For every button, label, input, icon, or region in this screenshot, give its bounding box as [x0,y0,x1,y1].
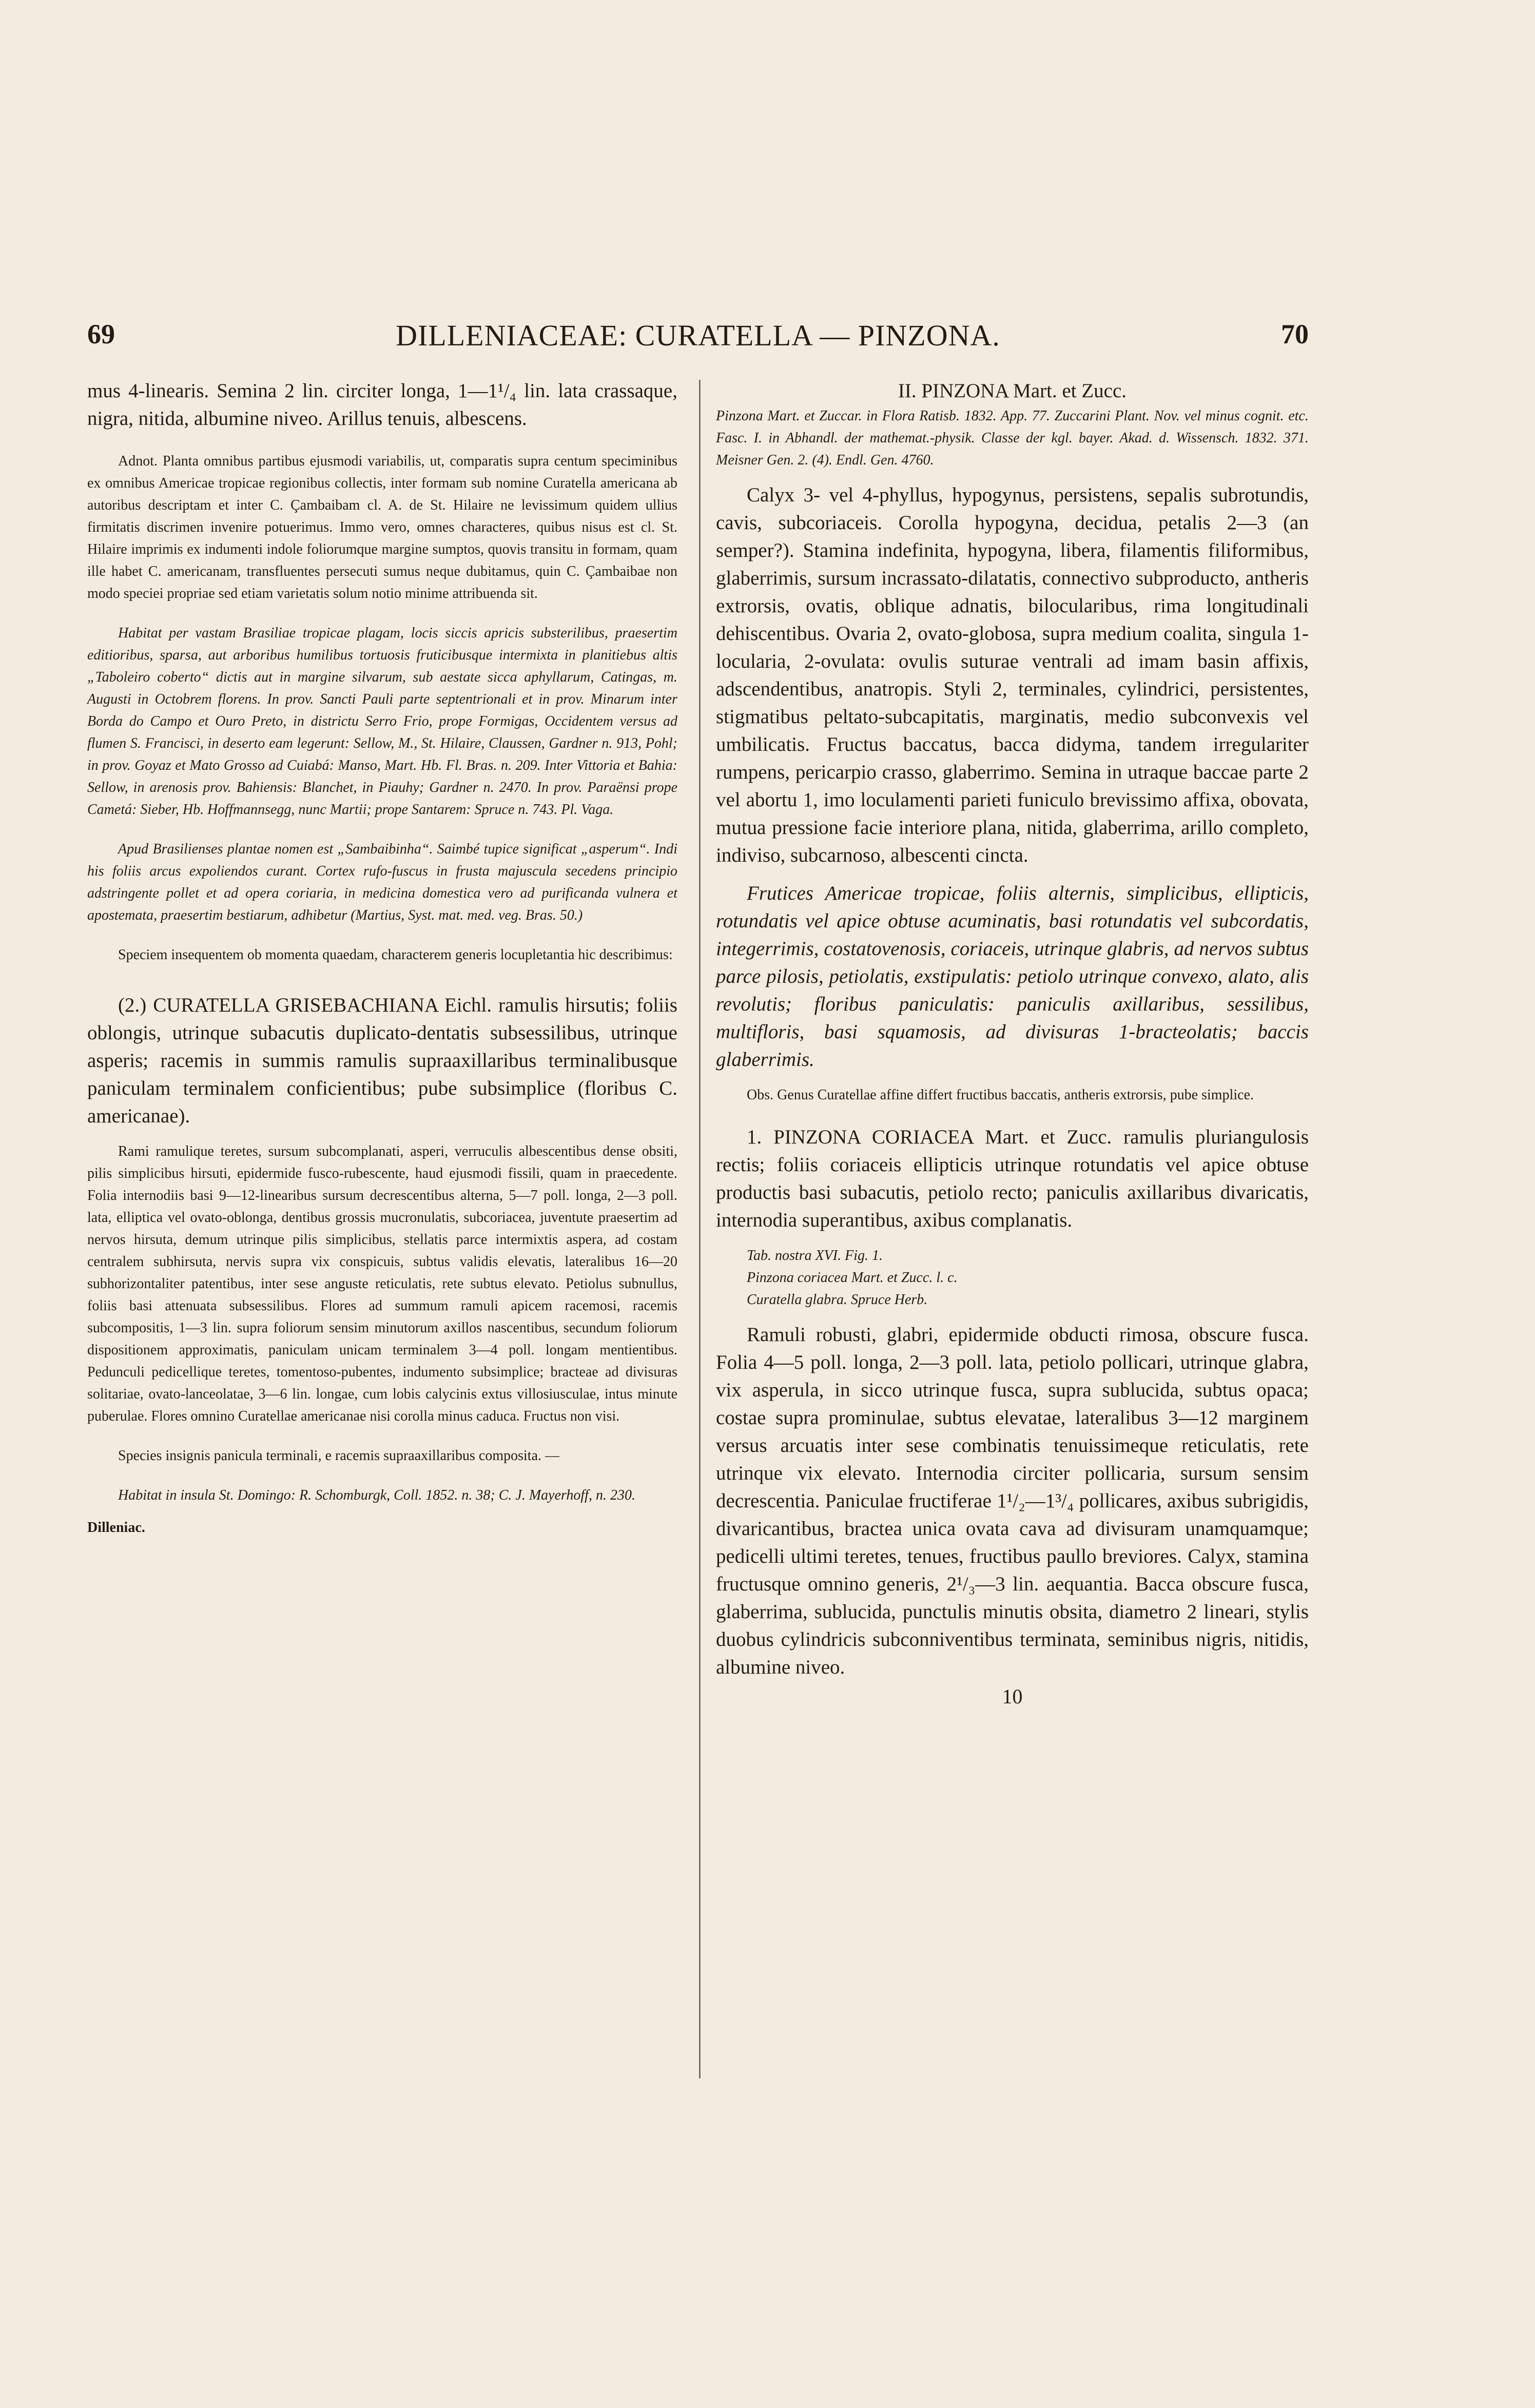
habitat-domingo: Habitat in insula St. Domingo: R. Schomburgk, Coll. 1852. n. 38; C. J. Mayerhoff, n. 230. [118,1487,635,1503]
running-title: DILLENIACEAE: CURATELLA — PINZONA. [396,319,1000,352]
left-column [87,377,677,1539]
plate-reference: Tab. nostra XVI. Fig. 1. [747,1248,883,1264]
genus-observation: Obs. Genus Curatellae affine differt fructibus baccatis, antheris extrorsis, pube simplice. [747,1087,1254,1103]
signature-mark: Dilleniac. [87,1520,145,1536]
insertion-note: Speciem insequentem ob momenta quaedam, characterem generis locupletantia hic describimus: [118,947,673,963]
species-description: Rami ramulique teretes, sursum subcomplanati, asperi, verruculis albescentibus dense obsiti, pilis simplicibus hirsuti, epidermide fusco-rubescente, haud ejusmodi fissili, quam in praecedente. Folia internodiis basi 9—12-linearibus sursum decrescentibus alterna, 5—7 poll. longa, 2—3 poll. lata, elliptica vel ovato-oblonga, dentibus grossis mucronulatis, subcoriacea, juventute praesertim ad nervos hirsuta, demum utrinque pilis simplicibus, stellatis parce intermixtis aspera, ad costam centralem subhirsuta, nervis supra vix conspicuis, subtus validis elevatis, lateralibus 16—20 subhorizontaliter patentibus, inter sese anguste reticulatis, rete subtus elevato. Petiolus subnullus, foliis basi attenuata subsessilibus. Flores ad summum ramuli apicem racemosi, racemis subcompositis, 1—3 lin. supra foliorum sensim minutorum axillos nascentibus, secundum foliorum dispositionem approximatis, paniculam unicam terminalem 3—4 poll. longam mentientibus. Pedunculi pedicellique teretes, tomentoso-pubentes, indumento subsimplice; bracteae ad divisuras solitariae, ovato-lanceolatae, 3—6 lin. longae, cum lobis calycinis extus villosiusculae, intus minute puberulae. Flores omnino Curatellae americanae nisi corolla minus caduca. Fructus non visi. [87,1143,677,1424]
genus-references: Pinzona Mart. et Zuccar. in Flora Ratisb. 1832. App. 77. Zuccarini Plant. Nov. vel minus cognit. etc. Fasc. I. in Abhandl. der mathemat.-physik. Classe der kgl. bayer. Akad. d. Wissensch. 1832. 371. Meisner Gen. 2. (4). Endl. Gen. 4760. [716,408,1309,468]
page-number-right: 70 [1281,319,1309,349]
right-column [716,377,1309,1708]
synonym-1: Pinzona coriacea Mart. et Zucc. l. c. [747,1270,958,1286]
column-divider [699,380,701,2079]
habitat-paragraph: Habitat per vastam Brasiliae tropicae plagam, locis siccis apricis substerilibus, praesertim editioribus, sparsa, aut arboribus humilibus tortuosis fruticibusque intermixta in planitiebus altis „Taboleiro coberto“ dictis aut in margine silvarum, sub aestate sicca aphyllarum, Catingas, m. Augusti in Octobrem florens. In prov. Sancti Pauli parte septentrionali et in prov. Minarum inter Borda do Campo et Ouro Preto, in districtu Serro Frio, prope Formigas, Occidentem versus ad flumen S. Francisci, in deserto eam legerunt: Sellow, M., St. Hilaire, Claussen, Gardner n. 913, Pohl; in prov. Goyaz et Mato Grosso ad Cuiabá: Manso, Mart. Hb. Fl. Bras. n. 209. Inter Vittoria et Bahia: Sellow, in arenosis prov. Bahiensis: Blanchet, in Piauhy; Gardner n. 2470. In prov. Paraënsi prope Cametá: Sieber, Hb. Hoffmannsegg, nunc Martii; prope Santarem: Spruce n. 743. Pl. Vaga. [87,625,677,818]
genus-heading: II. PINZONA Mart. et Zucc. [898,380,1127,402]
adnotation: Adnot. Planta omnibus partibus ejusmodi variabilis, ut, comparatis supra centum speciminibus ex omnibus Americae tropicae regionibus collectis, inter formam sub nomine Curatella americana ab autoribus descriptam et inter C. Çambaibam cl. A. de St. Hilaire ne levissimum quidem ullius firmitatis discrimen invenire potuerimus. Immo vero, omnes characteres, quibus nisus est cl. St. Hilaire imprimis ex indumenti indole foliorumque margine sumptos, quovis transitu in formam, quam ille habet C. americanam, transfluentes persecuti sumus neque dubitamus, quin C. Çambaibae non modo speciei propriae sed etiam varietatis solum notio minime attribuenda sit. [87,453,677,601]
species-heading: 1. PINZONA CORIACEA Mart. et Zucc. ramulis pluriangulosis rectis; foliis coriaceis ellipticis utrinque rotundatis vel apice obtuse productis basi subacutis, petiolo recto; paniculis axillaribus divaricatis, internodia superantibus, axibus complanatis. [716,1126,1309,1231]
running-header [87,318,1309,370]
vernacular-note: Apud Brasilienses plantae nomen est „Sambaibinha“. Saimbé tupice significat „asperum“. Indi his foliis arcus expoliendos curant. Cortex rufo-fuscus in frusta majuscula secedens principio adstringente pollet et ad opera coriaria, in medicina domestica vero ad purificanda vulnera et apostemata, praesertim bestiarum, adhibetur (Martius, Syst. mat. med. veg. Bras. 50.) [87,841,677,923]
genus-habit: Frutices Americae tropicae, foliis alternis, simplicibus, ellipticis, rotundatis vel apice obtuse acuminatis, basi rotundatis vel subcordatis, integerrimis, costatovenosis, coriaceis, utrinque glabris, ad nervos subtus parce pilosis, petiolatis, exstipulatis: petiolo utrinque convexo, alato, alis revolutis; floribus paniculatis: paniculis axillaribus, sessilibus, multifloris, basi squamosis, ad divisuras 1-bracteolatis; baccis glaberrimis. [716,882,1309,1071]
species-remark: Species insignis panicula terminali, e racemis supraaxillaribus composita. — [118,1448,560,1464]
synonym-2: Curatella glabra. Spruce Herb. [747,1292,928,1308]
signature-number: 10 [1002,1685,1023,1708]
genus-characters: Calyx 3- vel 4-phyllus, hypogynus, persistens, sepalis subrotundis, cavis, subcoriaceis. Corolla hypogyna, decidua, petalis 2—3 (an semper?). Stamina indefinita, hypogyna, libera, filamentis filiformibus, glaberrimis, sursum incrassato-dilatatis, connectivo subproducto, antheris extrorsis, ovatis, oblique adnatis, bilocularibus, rima longitudinali dehiscentibus. Ovaria 2, ovato-globosa, supra medium coalita, singula 1-locularia, 2-ovulata: ovulis suturae ventrali ad imam basin affixis, adscendentibus, anatropis. Styli 2, terminales, cylindrici, persistentes, stigmatibus peltato-subcapitatis, marginatis, medio subconvexis vel umbilicatis. Fructus baccatus, bacca didyma, tandem irregulariter rumpens, pericarpio crasso, glaberrimo. Semina in utraque baccae parte 2 vel abortu 1, imo loculamenti parieti funiculo brevissimo affixa, obovata, mutua pressione facie interiore plana, nitida, glaberrima, arillo completo, indiviso, subcarnoso, albescenti cincta. [716,484,1309,866]
species-diagnosis: (2.) CURATELLA GRISEBACHIANA Eichl. ramulis hirsutis; foliis oblongis, utrinque subacutis duplicato-dentatis subsessilibus, utrinque asperis; racemis in summis ramulis supraaxillaribus terminalibusque paniculam terminalem conficientibus; pube subsimplice (floribus C. americanae). [87,994,677,1127]
species-description-right: Ramuli robusti, glabri, epidermide obducti rimosa, obscure fusca. Folia 4—5 poll. longa, 2—3 poll. lata, petiolo pollicari, utrinque glabra, vix asperula, in sicco utrinque fusca, supra sublucida, subtus opaca; costae supra prominulae, subtus elevatae, lateralibus 3—12 marginem versus arcuatis inter sese combinatis tenuissimeque reticulatis, rete utrinque vix elevato. Internodia circiter pollicaria, sursum sensim decrescentia. Paniculae fructiferae 1¹/₂—1³/₄ pollicares, axibus subrigidis, divaricantibus, bractea unica ovata cava ad divisuram unamquamque; pedicelli ultimi teretes, tenues, fructibus paullo breviores. Calyx, stamina fructusque omnino generis, 2¹/₃—3 lin. aequantia. Bacca obscure fusca, glaberrima, sublucida, punctulis minutis obsita, diametro 2 lineari, stylis duobus cylindricis subconniventibus terminata, seminibus nigris, nitidis, albumine niveo. [716,1324,1309,1678]
page-number-left: 69 [87,319,115,349]
seed-description: mus 4-linearis. Semina 2 lin. circiter longa, 1—1¹/₄ lin. lata crassaque, nigra, nitida, albumine niveo. Arillus tenuis, albescens. [87,380,677,430]
